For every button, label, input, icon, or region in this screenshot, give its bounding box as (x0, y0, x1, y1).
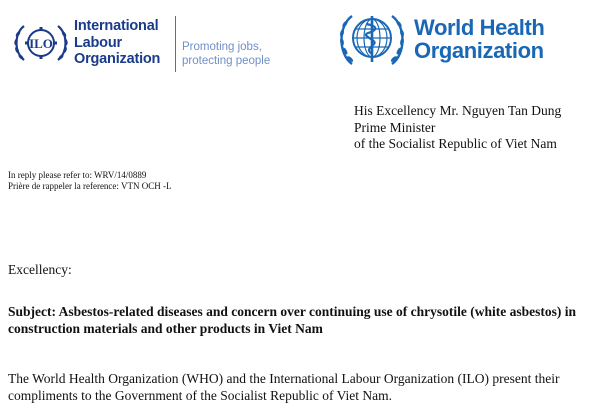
ilo-tagline-line: Promoting jobs, (182, 41, 262, 53)
ilo-tagline-line: protecting people (182, 55, 271, 67)
ilo-name-line: International (74, 18, 159, 34)
reference-line-fr: Prière de rappeler la reference: VTN OCH -L (8, 181, 172, 191)
reference-line-en: In reply please refer to: WRV/14/0889 (8, 170, 147, 180)
ilo-name-line: Organization (74, 51, 161, 67)
reference-block (8, 170, 172, 192)
who-emblem-icon (338, 10, 406, 70)
ilo-name (74, 18, 160, 68)
addressee-line: of the Socialist Republic of Viet Nam (354, 136, 557, 151)
salutation: Excellency: (8, 262, 72, 277)
addressee-line: Prime Minister (354, 119, 436, 135)
svg-text:ILO: ILO (29, 36, 53, 51)
body-paragraph: The World Health Organization (WHO) and the International Labour Organization (ILO) present their compliments to the Government of the Socialist Republic of Viet Nam. (8, 371, 560, 403)
subject-line: Subject: Asbestos-related diseases and concern over continuing use of chrysotile (white asbestos) in construction materials and other products in Viet Nam (8, 304, 576, 336)
addressee-line: His Excellency Mr. Nguyen Tan Dung (354, 103, 562, 118)
who-name-line: World Health (414, 15, 545, 40)
who-name-line: Organization (414, 38, 544, 63)
addressee-block (354, 103, 561, 153)
ilo-emblem-icon (12, 20, 70, 66)
ilo-name-line: Labour (74, 34, 122, 51)
who-logo (338, 10, 598, 74)
ilo-divider (175, 16, 176, 72)
ilo-logo (12, 16, 302, 78)
ilo-tagline (182, 40, 270, 68)
who-name (414, 16, 544, 62)
